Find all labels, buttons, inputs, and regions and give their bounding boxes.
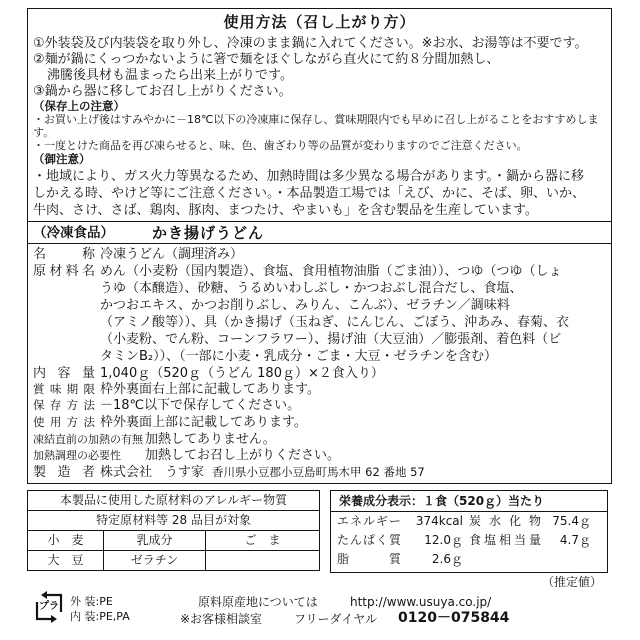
info-content-label: 内容量 xyxy=(33,366,95,381)
nutrient-name: 食塩相当量 xyxy=(469,533,541,547)
nutrition-row xyxy=(331,512,607,531)
info-name-label: 名 称 xyxy=(33,247,95,262)
info-ingredients-line: タミンB₂））、（一部に小麦・乳成分・ごま・大豆・ゼラチンを含む） xyxy=(100,349,497,364)
info-usage-value: 枠外裏面上部に記載してあります。 xyxy=(100,415,307,430)
nutrition-row xyxy=(331,531,607,550)
info-cooking-label: 加熱調理の必要性 xyxy=(33,449,121,462)
info-ingredients-line: うゆ（本醸造）、砂糖、うるめいわしぶし・かつおぶし混合だし、食塩、 xyxy=(100,281,523,296)
nutrition-row xyxy=(331,550,607,569)
info-best-before-value: 枠外裏面右上部に記載してあります。 xyxy=(100,382,320,397)
allergen-cell xyxy=(206,551,320,571)
caution-line: ・地域により、ガス火力等異なるため、加熱時間は多少異なる場合があります。・鍋から器に移 xyxy=(33,169,584,184)
info-cooking-value: 加熱してお召し上がりください。 xyxy=(145,448,341,463)
info-preheat-label: 凍結直前の加熱の有無 xyxy=(33,433,143,446)
nutrient-value: 75.4ｇ xyxy=(552,514,591,528)
info-storage-label: 保存方法 xyxy=(33,398,95,412)
info-best-before-label: 賞味期限 xyxy=(33,382,95,396)
outer-pack-material: 外 装:PE xyxy=(70,595,113,608)
allergen-table xyxy=(27,490,320,571)
info-ingredients-label: 原材料名 xyxy=(33,264,95,279)
allergen-title: 本製品に使用した原材料のアレルギー物質 xyxy=(28,491,320,511)
allergen-subtitle-row xyxy=(28,511,320,531)
allergen-cell: ご ま xyxy=(206,531,320,551)
info-ingredients-line: めん（小麦粉（国内製造）、食塩、食用植物油脂（ごま油））、つゆ（つゆ（しょ xyxy=(100,264,562,279)
cautions-heading: （御注意） xyxy=(33,153,91,166)
estimate-note: （推定値） xyxy=(541,575,602,589)
allergen-cell: 小 麦 xyxy=(28,531,104,551)
nutrition-title: 栄養成分表示：１食（520ｇ）当たり xyxy=(331,491,607,512)
nutrient-value: 374kcal xyxy=(415,514,463,528)
product-category: （冷凍食品） xyxy=(33,225,114,241)
allergen-row xyxy=(28,531,320,551)
storage-note-line: す。 xyxy=(33,126,55,139)
website-url: http://www.usuya.co.jp/ xyxy=(350,595,492,609)
allergen-subtitle: 特定原材料等 28 品目が対象 xyxy=(28,511,320,531)
info-storage-value: －18℃以下で保存してください。 xyxy=(100,398,301,413)
freedial-label: フリーダイヤル xyxy=(294,612,378,626)
nutrition-box xyxy=(330,490,608,573)
usage-step-2: ②麺が鍋にくっつかないように箸で麺をほぐしながら直火にて約８分間加熱し、 xyxy=(33,52,500,67)
info-ingredients-line: かつおエキス、かつお削りぶし、みりん、こんぶ）、ゼラチン／調味料 xyxy=(100,298,510,313)
nutrient-value: 4.7ｇ xyxy=(559,533,591,547)
allergen-cell: 乳成分 xyxy=(104,531,206,551)
caution-line: 牛肉、さけ、さば、鶏肉、豚肉、まつたけ、やまいも」を含む製品を生産しています。 xyxy=(33,203,538,218)
usage-title: 使用方法（召し上がり方） xyxy=(223,13,416,31)
storage-note-line: ・一度とけた商品を再び凍らせると、味、色、歯ざわり等の品質が変わりますのでご注意ください。 xyxy=(33,139,528,152)
info-name-value: 冷凍うどん（調理済み） xyxy=(100,247,244,262)
nutrient-name: たんぱく質 xyxy=(337,533,401,547)
nutrient-name: 炭水化物 xyxy=(469,514,541,528)
info-maker-label: 製造者 xyxy=(33,465,95,480)
section-divider xyxy=(27,221,612,222)
storage-note-line: ・お買い上げ後はすみやかに－18℃以下の冷凍庫に保存し、賞味期限内でも早めに召し上がることをおすすめしま xyxy=(33,113,599,126)
nutrient-name: エネルギー xyxy=(337,514,401,528)
info-ingredients-line: （アミノ酸等））、具（かき揚げ（玉ねぎ、にんじん、ごぼう、沖あみ、春菊、衣 xyxy=(100,315,570,330)
info-maker-value xyxy=(100,464,425,481)
caution-line: しかえる時、やけど等にご注意ください。・本品製造工場では「えび、かに、そば、卵、いか、 xyxy=(33,186,585,201)
section-divider xyxy=(27,243,612,244)
product-name: かき揚げうどん xyxy=(152,224,265,242)
plastic-recycle-icon xyxy=(33,591,65,623)
usage-step-1: ①外装袋及び内装袋を取り外し、冷凍のまま鍋に入れてください。※お水、お湯等は不要です。 xyxy=(33,36,588,51)
allergen-title-row xyxy=(28,491,320,511)
maker-company: 株式会社 うす家 xyxy=(100,465,205,480)
usage-step-3: ③鍋から器に移してお召し上がりください。 xyxy=(33,84,292,99)
storage-notes-heading: （保存上の注意） xyxy=(33,100,125,113)
support-label: ※お客様相談室 xyxy=(180,612,263,626)
inner-pack-material: 内 装:PE,PA xyxy=(70,610,130,623)
info-ingredients-line: （小麦粉、でん粉、コーンフラワー）、揚げ油（大豆油）／膨張剤、着色料（ビ xyxy=(100,332,562,347)
maker-address: 香川県小豆郡小豆島町馬木甲 62 番地 57 xyxy=(212,465,425,479)
nutrient-name: 脂 質 xyxy=(337,552,401,566)
info-preheat-value: 加熱してありません。 xyxy=(145,432,276,447)
nutrient-value: 2.6ｇ xyxy=(431,552,463,566)
allergen-cell: 大 豆 xyxy=(28,551,104,571)
recycle-mark-text: プラ xyxy=(39,601,59,612)
allergen-cell: ゼラチン xyxy=(104,551,206,571)
info-usage-label: 使用方法 xyxy=(33,415,95,429)
info-content-value: 1,040ｇ（520ｇ（うどん 180ｇ）×２食入り） xyxy=(100,366,384,381)
allergen-row xyxy=(28,551,320,571)
nutrient-value: 12.0ｇ xyxy=(424,533,463,547)
usage-step-2-continued: 沸騰後具材も温まったら出来上がりです。 xyxy=(47,68,293,83)
phone-number: 0120－075844 xyxy=(398,610,510,626)
origin-text: 原料原産地については xyxy=(198,595,318,609)
